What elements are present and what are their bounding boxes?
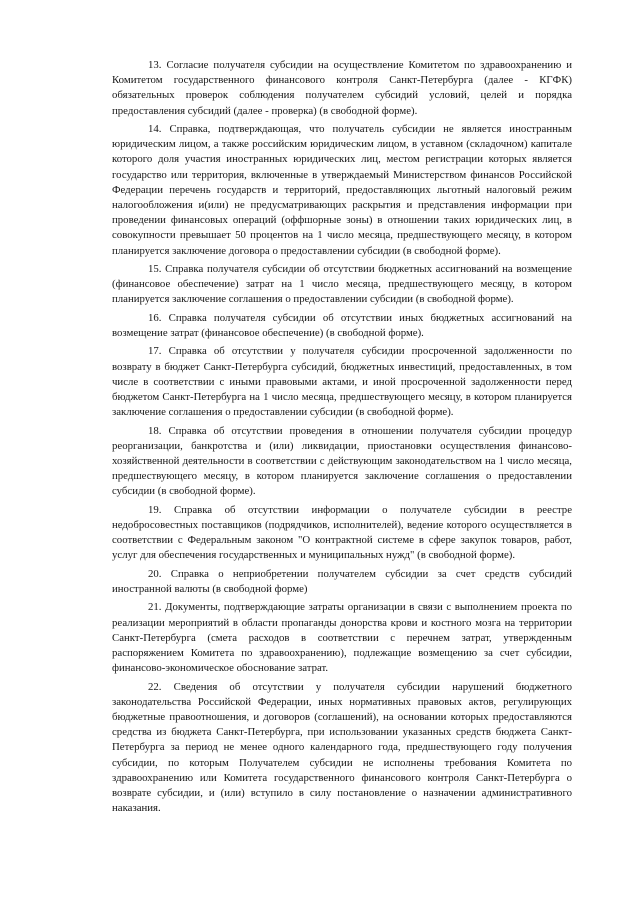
paragraph-16: 16. Справка получателя субсидии об отсутствии иных бюджетных ассигнований на возмещение затрат (финансовое обеспечение) (в свободной форме).: [112, 311, 572, 340]
paragraph-21: 21. Документы, подтверждающие затраты организации в связи с выполнением проекта по реализации мероприятий в области пропаганды донорства крови и костного мозга на территории Санкт-Петербурга (смета расходов в соответствии с перечнем затрат, утвержденным распоряжением Комитета по здравоохранению), подлежащие возмещению за счет субсидии, финансово-экономическое обоснование затрат.: [112, 601, 572, 675]
paragraph-13: 13. Согласие получателя субсидии на осуществление Комитетом по здравоохранению и Комитетом государственного финансового контроля Санкт-Петербурга (далее - КГФК) обязательных проверок соблюдения получателем субсидий условий, целей и порядка предоставления субсидий (далее - проверка) (в свободной форме).: [112, 59, 572, 117]
paragraph-17: 17. Справка об отсутствии у получателя субсидии просроченной задолженности по возврату в бюджет Санкт-Петербурга субсидий, бюджетных инвестиций, предоставленных, в том числе в соответствии с иными правовыми актами, и иной просроченной задолженности перед бюджетом Санкт-Петербурга на 1 число месяца, предшествующего месяцу, в котором планируется заключение соглашения о предоставлении субсидии (в свободной форме).: [112, 345, 572, 419]
paragraph-19: 19. Справка об отсутствии информации о получателе субсидии в реестре недобросовестных поставщиков (подрядчиков, исполнителей), ведение которого осуществляется в соответствии с Федеральным законом "О контрактной системе в сфере закупок товаров, работ, услуг для обеспечения государственных и муниципальных нужд" (в свободной форме).: [112, 503, 572, 562]
paragraph-20: 20. Справка о неприобретении получателем субсидии за счет средств субсидий иностранной валюты (в свободной форме): [112, 567, 572, 596]
paragraph-22: 22. Сведения об отсутствии у получателя субсидии нарушений бюджетного законодательства Российской Федерации, иных нормативных правовых актов, регулирующих бюджетные правоотношения, и договоров (соглашений), на основании которых предоставляются средства из бюджета Санкт-Петербурга, при использовании указанных средств бюджета Санкт-Петербурга за период не менее одного календарного года, предшествующего году получения субсидии, по которым Получателем субсидии не исполнены требования Комитета по здравоохранению или Комитета государственного финансового контроля Санкт-Петербурга о возврате субсидии, и (или) вступило в силу постановление о назначении административного наказания.: [112, 680, 572, 815]
paragraph-18: 18. Справка об отсутствии проведения в отношении получателя субсидии процедур реорганизации, банкротства и (или) ликвидации, приостановки осуществления финансово-хозяйственной деятельности в соответствии с действующим законодательством на 1 число месяца, предшествующего месяцу, в котором планируется заключение соглашения о предоставлении субсидии (в свободной форме).: [112, 424, 572, 498]
paragraph-15: 15. Справка получателя субсидии об отсутствии бюджетных ассигнований на возмещение (финансовое обеспечение) затрат на 1 число месяца, предшествующего месяцу, в котором планируется заключение соглашения о предоставлении субсидии (в свободной форме).: [112, 263, 572, 306]
paragraph-14: 14. Справка, подтверждающая, что получатель субсидии не является иностранным юридическим лицом, а также российским юридическим лицом, в уставном (складочном) капитале которого доля участия иностранных юридических лиц, местом регистрации которых является государство или территория, включенные в утверждаемый Министерством финансов Российской Федерации перечень государств и территорий, предоставляющих льготный налоговый режим налогообложения и(или) не предусматривающих раскрытия и представления информации при проведении финансовых операций (оффшорные зоны) в отношении таких юридических лиц, в совокупности превышает 50 процентов на 1 число месяца, предшествующего месяцу, в котором планируется заключение договора о предоставлении субсидии (в свободной форме).: [112, 123, 572, 257]
